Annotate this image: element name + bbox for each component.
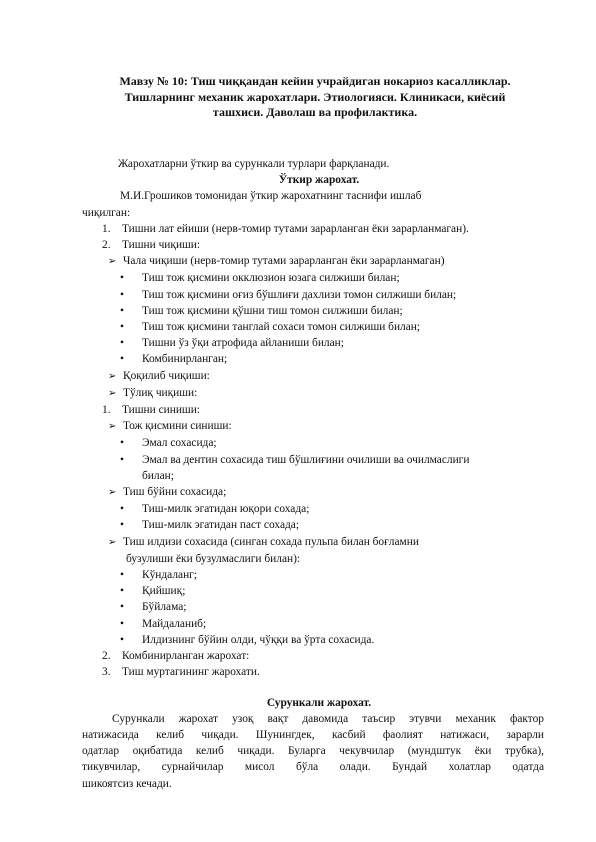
bullet-icon: •: [120, 304, 124, 317]
list-item: [88, 237, 550, 253]
bullet-icon: •: [120, 519, 124, 532]
bullet-text: Тиш тож қисмини оғиз бўшлиғи дахлизи томон силжиши билан;: [142, 288, 457, 301]
arrow-icon: ➢: [108, 387, 117, 399]
bullet-text: Тиш тож қисмини окклюзион юзага силжиши билан;: [142, 272, 400, 285]
bullet-text: Комбинирланган;: [142, 353, 228, 366]
list-item-text: Тиш муртагининг жарохати.: [122, 666, 260, 679]
bullet-text: Тиш-милк эгатидан юқори сохада;: [142, 503, 310, 516]
title-line-2: Тишларнинг механик жарохатлари. Этиологияси. Клиникаси, киёсий: [124, 89, 506, 104]
bullet-text-continuation: билан;: [142, 469, 174, 482]
classification-line-1: М.И.Грошиков томонидан ўткир жарохатнинг таснифи ишлаб: [120, 190, 422, 203]
sub-list-item: [88, 418, 550, 435]
list-item-text: Тишни чиқиши:: [122, 239, 201, 252]
arrow-icon: ➢: [108, 370, 117, 382]
bullet-icon: •: [120, 453, 124, 466]
sub-item-text: Тўлиқ чиқиши:: [123, 386, 198, 399]
sub-list-item: [88, 484, 550, 501]
bullet-text: Эмал ва дентин сохасида тиш бўшлиғини очилиши ва очилмаслиги: [142, 453, 470, 466]
title-line-3: ташхиси. Даволаш ва профилактика.: [212, 105, 418, 119]
sub-item-continuation: бузулиши ёки бузулмаслиги билан):: [126, 552, 301, 565]
bullet-item: [88, 335, 550, 351]
sub-item-text: Чала чиқиши (нерв-томир тутами зарарланган ёки зарарланмаган): [123, 255, 445, 268]
list-number: 3.: [102, 666, 111, 679]
list-item: [88, 402, 550, 418]
sub-item-text: Тиш бўйни сохасида;: [123, 486, 227, 499]
bullet-item: [88, 599, 550, 615]
list-number: 1.: [102, 222, 111, 235]
chronic-line-5: шикоятсиз кечади.: [82, 777, 172, 790]
bullet-item: [88, 303, 550, 319]
list-number: 1.: [102, 404, 111, 417]
bullet-icon: •: [120, 617, 124, 630]
bullet-text: Илдизнинг бўйин олди, чўққи ва ўрта сохасида.: [142, 633, 375, 646]
bullet-item: [88, 616, 550, 632]
document-title: [80, 74, 550, 121]
bullet-icon: •: [120, 585, 124, 598]
chronic-heading: Сурункали жарохат.: [266, 696, 372, 709]
document-body: [82, 156, 550, 792]
list-number: 2.: [102, 650, 111, 663]
bullet-text: Майдаланиб;: [142, 617, 207, 630]
list-item-text: Тишни лат ейиши (нерв-томир тутами зарарланган ёки зарарланмаган).: [122, 222, 469, 235]
bullet-text: Бўйлама;: [142, 601, 187, 614]
sub-item-text: Тиш илдизи сохасида (синган сохада пульпа билан боғламни: [123, 535, 419, 548]
bullet-item: [88, 435, 550, 451]
bullet-icon: •: [120, 288, 124, 301]
bullet-text: Тиш-милк эгатидан паст сохада;: [142, 519, 300, 532]
sub-list-item: [88, 534, 550, 551]
bullet-item: [88, 583, 550, 599]
list-item: [88, 664, 550, 680]
sub-list-item: [88, 253, 550, 270]
bullet-item: [88, 567, 550, 583]
bullet-icon: •: [120, 503, 124, 516]
bullet-item: [88, 452, 550, 468]
bullet-icon: •: [120, 321, 124, 334]
bullet-icon: •: [120, 272, 124, 285]
chronic-line-3: одатлар оқибатида келиб чиқади. Буларга чекувчилар (мундштук ёки трубка),: [82, 745, 544, 758]
bullet-item: [88, 319, 550, 335]
sub-list-item: [88, 385, 550, 402]
bullet-text: Тиш тож қисмини танглай сохаси томон силжиши билан;: [142, 321, 421, 334]
arrow-icon: ➢: [108, 536, 117, 548]
bullet-text: Кўндаланг;: [142, 569, 198, 582]
arrow-icon: ➢: [108, 421, 117, 433]
bullet-item: [88, 270, 550, 286]
bullet-icon: •: [120, 337, 124, 350]
bullet-text: Тишни ўз ўқи атрофида айланиши билан;: [142, 337, 344, 350]
list-number: 2.: [102, 239, 111, 252]
list-item: [88, 221, 550, 237]
intro-paragraph: Жарохатларни ўткир ва сурункали турлари фарқланади.: [118, 158, 390, 170]
chronic-line-4: тикувчилар, сурнайчилар мисол бўла олади. Бундай холатлар одатда: [82, 761, 544, 774]
bullet-item: [88, 351, 550, 367]
section-gap: [88, 681, 550, 695]
bullet-item: [88, 287, 550, 303]
bullet-item: [88, 632, 550, 648]
bullet-icon: •: [120, 353, 124, 366]
arrow-icon: ➢: [108, 256, 117, 268]
list-item: [88, 648, 550, 664]
acute-heading: Ўткир жарохат.: [278, 174, 360, 187]
chronic-line-2: натижасида келиб чиқади. Шунингдек, касбий фаолият натижаси, зарарли: [82, 728, 544, 741]
bullet-icon: •: [120, 437, 124, 450]
sub-list-item: [88, 368, 550, 385]
classification-line-2: чиқилган:: [82, 206, 131, 219]
chronic-line-1: Сурункали жарохат узоқ вақт давомида таъсир этувчи механик фактор: [112, 712, 544, 725]
bullet-text: Эмал сохасида;: [142, 437, 217, 450]
bullet-item: [88, 517, 550, 533]
chronic-paragraph: [82, 711, 544, 792]
bullet-text: Тиш тож қисмини қўшни тиш томон силжиши билан;: [142, 304, 403, 317]
title-line-1: Мавзу № 10: Тиш чиққандан кейин учрайдиган нокариоз касалликлар.: [119, 74, 511, 88]
sub-item-text: Қоқилиб чиқиши:: [123, 369, 210, 382]
bullet-item: [88, 501, 550, 517]
arrow-icon: ➢: [108, 487, 117, 499]
bullet-icon: •: [120, 601, 124, 614]
bullet-icon: •: [120, 633, 124, 646]
list-item-text: Тишни синиши:: [122, 404, 200, 417]
sub-item-text: Тож қисмини синиши:: [123, 420, 232, 433]
bullet-icon: •: [120, 569, 124, 582]
list-item-text: Комбинирланган жарохат:: [122, 650, 250, 663]
bullet-text: Қийшиқ;: [142, 585, 186, 598]
